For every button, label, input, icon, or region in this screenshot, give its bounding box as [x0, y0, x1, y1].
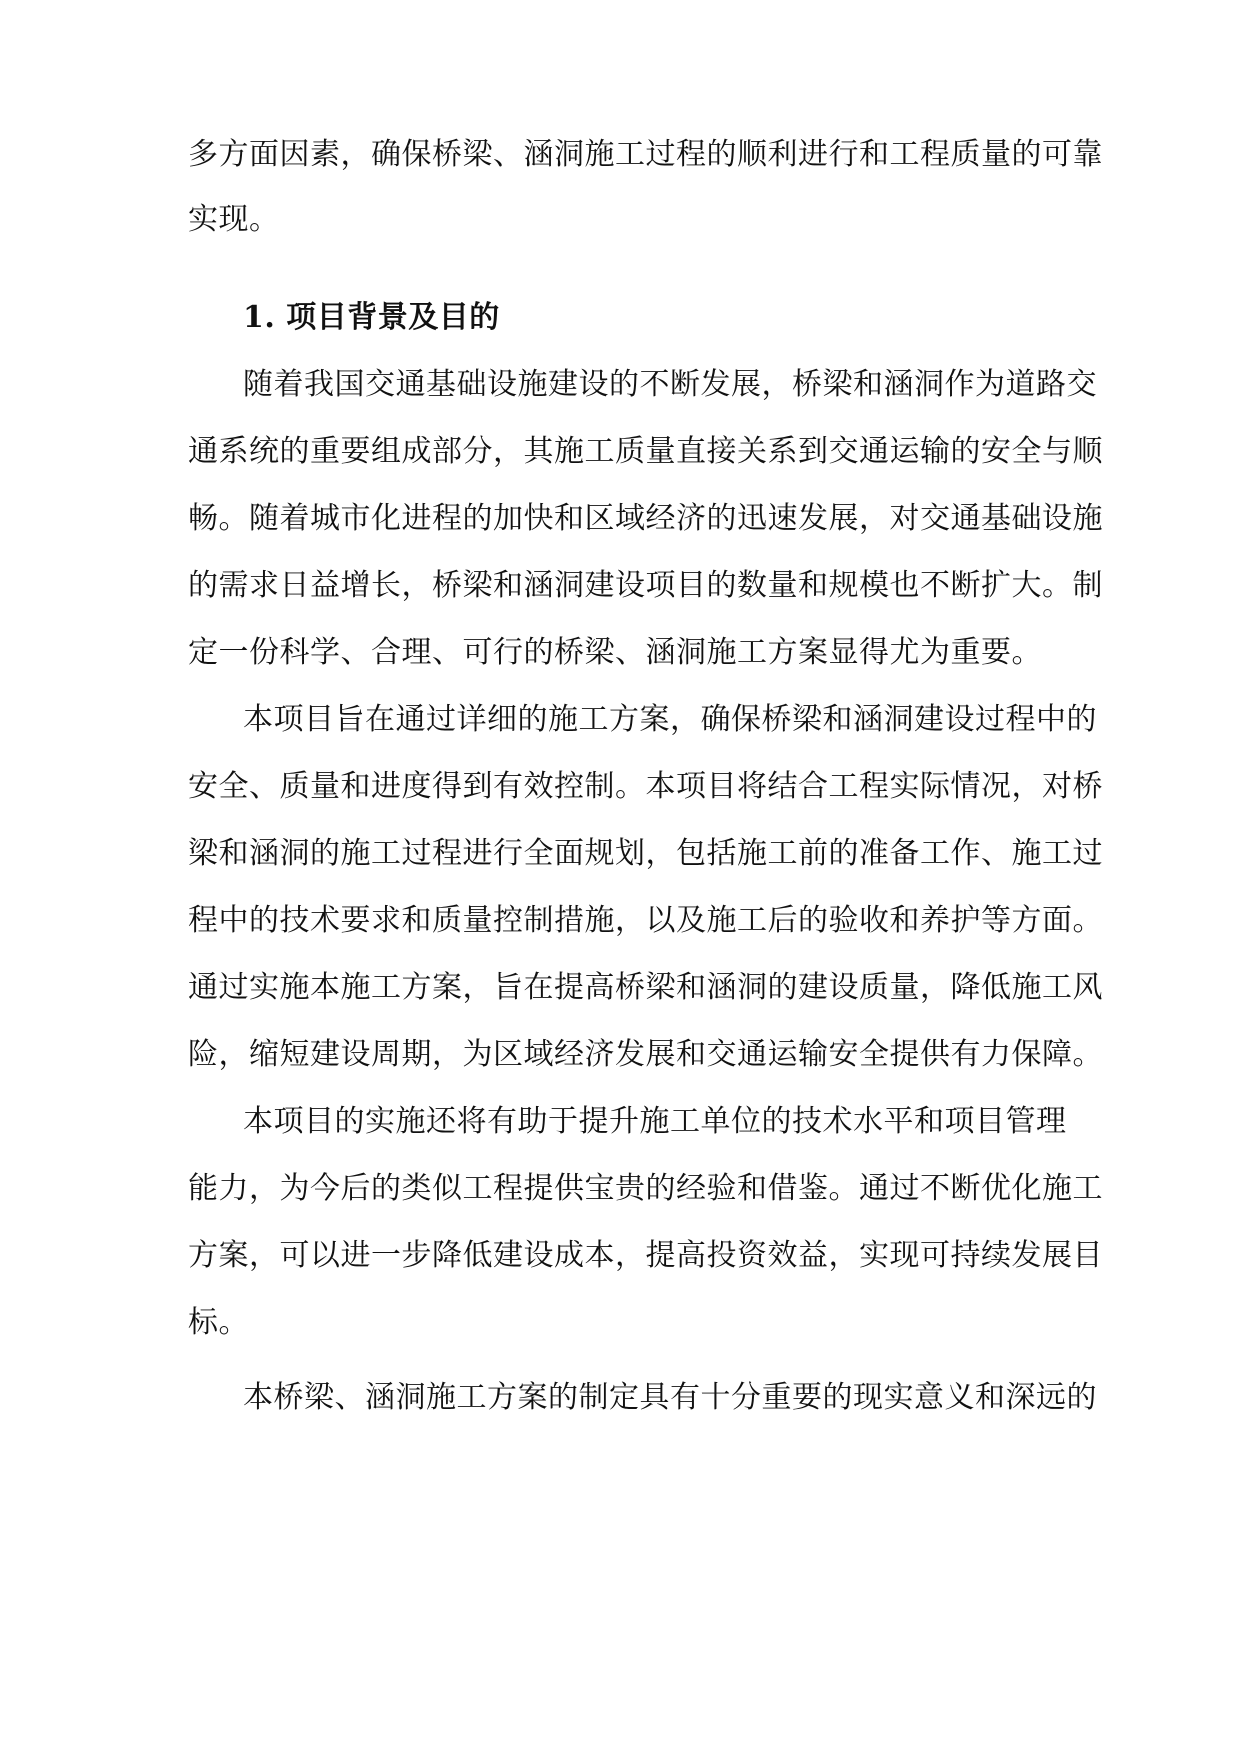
paragraph-1-line-5: 定一份科学、合理、可行的桥梁、涵洞施工方案显得尤为重要。 — [188, 635, 1042, 670]
section-heading: 1. 项目背景及目的 — [243, 300, 500, 335]
paragraph-2-line-4: 程中的技术要求和质量控制措施，以及施工后的验收和养护等方面。 — [188, 903, 1103, 938]
paragraph-3-line-4: 标。 — [188, 1305, 249, 1340]
paragraph-3-line-1: 本项目的实施还将有助于提升施工单位的技术水平和项目管理 — [243, 1104, 1067, 1139]
paragraph-4-line-1: 本桥梁、涵洞施工方案的制定具有十分重要的现实意义和深远的 — [243, 1380, 1097, 1415]
intro-line-1: 多方面因素，确保桥梁、涵洞施工过程的顺利进行和工程质量的可靠 — [188, 137, 1103, 172]
paragraph-1-line-2: 通系统的重要组成部分，其施工质量直接关系到交通运输的安全与顺 — [188, 434, 1103, 469]
paragraph-3-line-2: 能力，为今后的类似工程提供宝贵的经验和借鉴。通过不断优化施工 — [188, 1171, 1103, 1206]
intro-line-2: 实现。 — [188, 202, 280, 237]
paragraph-1-line-3: 畅。随着城市化进程的加快和区域经济的迅速发展，对交通基础设施 — [188, 501, 1103, 536]
paragraph-2-line-1: 本项目旨在通过详细的施工方案，确保桥梁和涵洞建设过程中的 — [243, 702, 1097, 737]
paragraph-1-line-4: 的需求日益增长，桥梁和涵洞建设项目的数量和规模也不断扩大。制 — [188, 568, 1103, 603]
paragraph-2-line-6: 险，缩短建设周期，为区域经济发展和交通运输安全提供有力保障。 — [188, 1037, 1103, 1072]
paragraph-1-line-1: 随着我国交通基础设施建设的不断发展，桥梁和涵洞作为道路交 — [243, 367, 1097, 402]
paragraph-2-line-5: 通过实施本施工方案，旨在提高桥梁和涵洞的建设质量，降低施工风 — [188, 970, 1103, 1005]
paragraph-2-line-3: 梁和涵洞的施工过程进行全面规划，包括施工前的准备工作、施工过 — [188, 836, 1103, 871]
paragraph-3-line-3: 方案，可以进一步降低建设成本，提高投资效益，实现可持续发展目 — [188, 1238, 1103, 1273]
paragraph-2-line-2: 安全、质量和进度得到有效控制。本项目将结合工程实际情况，对桥 — [188, 769, 1103, 804]
